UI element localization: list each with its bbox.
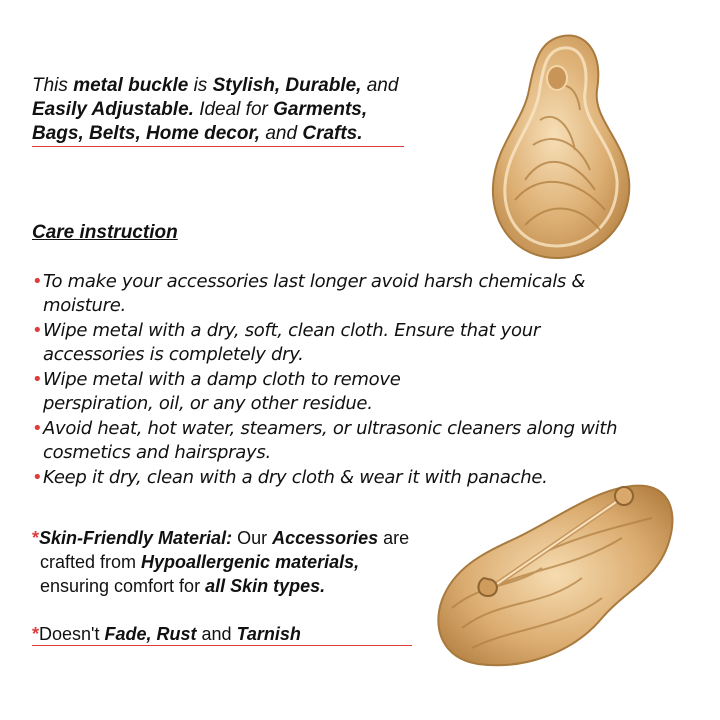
bullet-icon: • <box>32 271 43 292</box>
note-text: crafted from <box>40 552 142 572</box>
intro-text: This <box>32 75 74 96</box>
care-title: Care instruction <box>32 222 178 243</box>
fade-divider <box>32 645 412 646</box>
care-list <box>32 270 672 491</box>
intro-divider <box>32 146 404 147</box>
list-item <box>32 319 628 367</box>
list-item <box>32 417 673 465</box>
bullet-icon: • <box>32 467 43 488</box>
brooch-back-image <box>432 478 680 673</box>
note-bold: Fade, Rust <box>104 624 197 644</box>
note-bold: Accessories <box>272 528 379 548</box>
intro-bold: Easily Adjustable. <box>32 99 194 120</box>
intro-bold: Bags, Belts, Home decor, <box>32 123 261 144</box>
intro-text: Ideal for <box>193 99 274 120</box>
brooch-front-image <box>485 30 635 265</box>
asterisk-icon: * <box>32 528 40 548</box>
skin-friendly-note <box>32 526 432 598</box>
bullet-icon: • <box>32 369 43 390</box>
note-bold: Hypoallergenic materials, <box>141 552 360 572</box>
intro-text: and <box>361 75 399 96</box>
care-item-text: Keep it dry, clean with a dry cloth & wear it with panache. <box>43 467 548 488</box>
intro-text: is <box>188 75 213 96</box>
asterisk-icon: * <box>32 624 40 644</box>
intro-text: and <box>260 123 303 144</box>
note-bold: all Skin types. <box>205 576 326 596</box>
care-item-text: Wipe metal with a dry, soft, clean cloth. Ensure that your accessories is completely dry. <box>43 320 540 365</box>
intro-bold: Crafts. <box>302 123 363 144</box>
intro-bold: Garments, <box>273 99 368 120</box>
list-item <box>32 270 672 318</box>
intro-paragraph <box>32 74 432 146</box>
intro-bold: metal buckle <box>73 75 189 96</box>
care-item-text: Avoid heat, hot water, steamers, or ultrasonic cleaners along with cosmetics and hairsprays. <box>43 418 618 463</box>
note-bold: Tarnish <box>236 624 301 644</box>
bullet-icon: • <box>32 418 43 439</box>
note-text: and <box>196 624 237 644</box>
note-text: Doesn't <box>39 624 105 644</box>
note-text: are <box>378 528 410 548</box>
bullet-icon: • <box>32 320 43 341</box>
intro-bold: Stylish, Durable, <box>212 75 362 96</box>
no-fade-note <box>32 622 432 646</box>
care-item-text: To make your accessories last longer avoid harsh chemicals & moisture. <box>43 271 586 316</box>
list-item <box>32 368 493 416</box>
note-bold: Skin-Friendly Material: <box>39 528 233 548</box>
note-text: Our <box>232 528 273 548</box>
note-text: ensuring comfort for <box>40 576 206 596</box>
care-item-text: Wipe metal with a damp cloth to remove perspiration, oil, or any other residue. <box>43 369 401 414</box>
